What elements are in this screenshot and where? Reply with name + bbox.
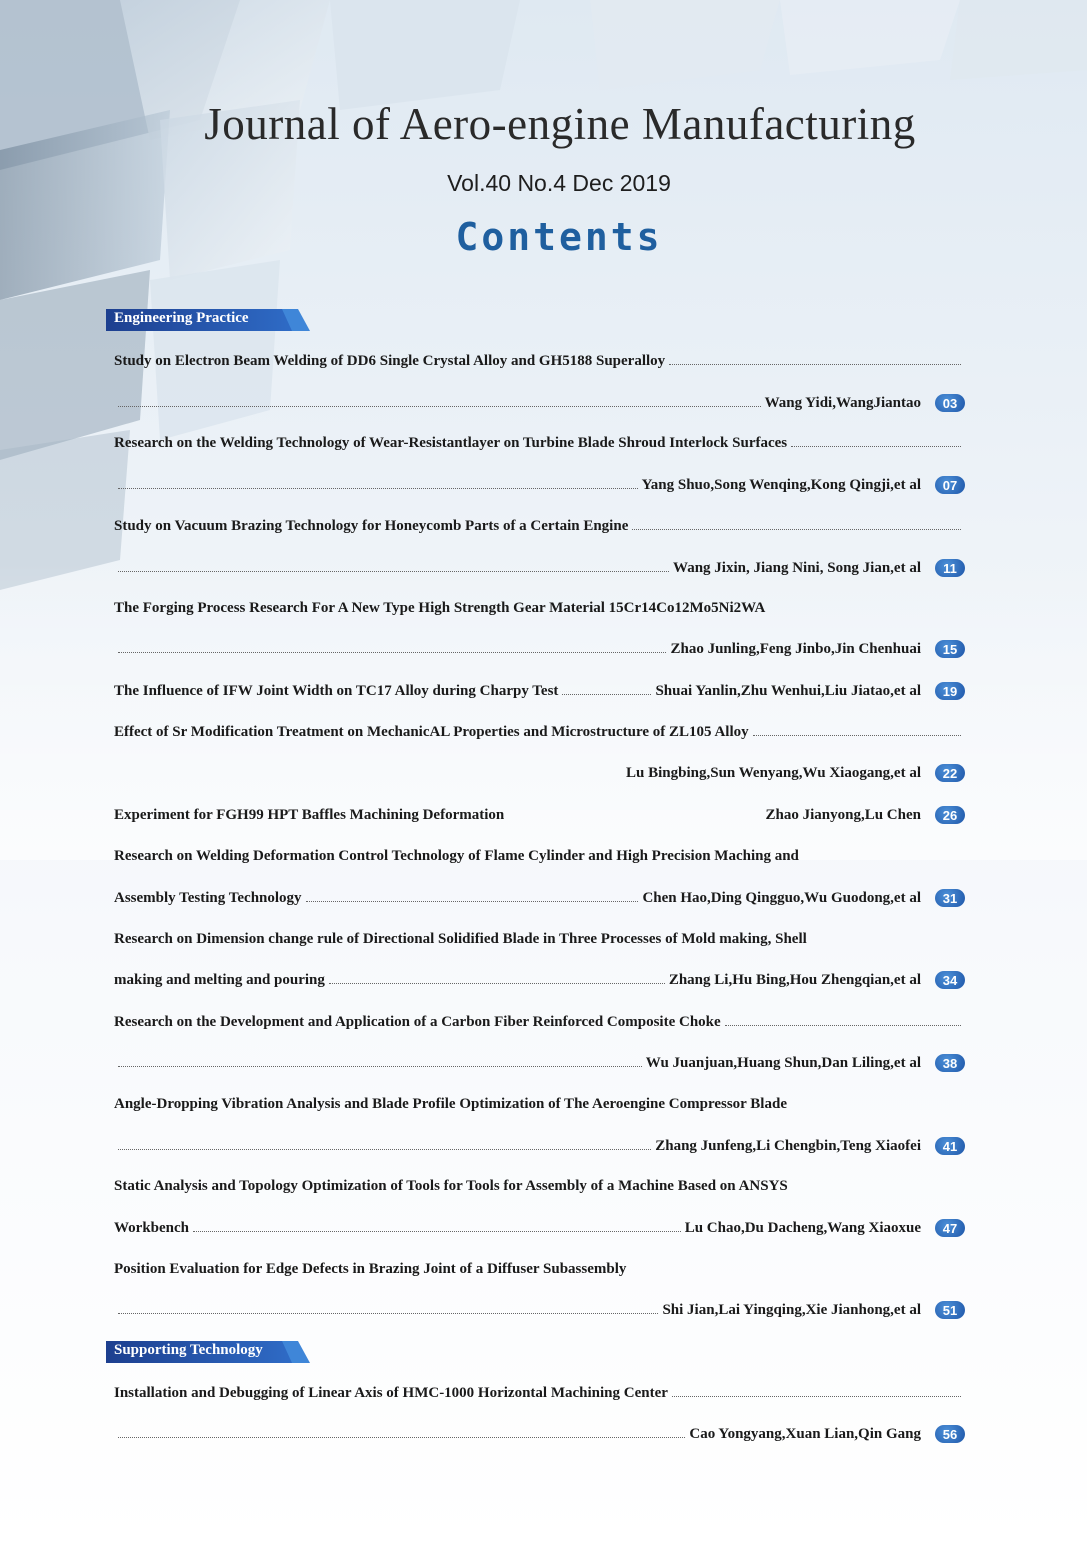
toc-author-line[interactable] bbox=[114, 1052, 965, 1072]
toc-author-line[interactable] bbox=[114, 474, 965, 494]
article-title: Research on the Development and Application of a Carbon Fiber Reinforced Composite Choke bbox=[114, 1014, 721, 1030]
article-title: Angle-Dropping Vibration Analysis and Blade Profile Optimization of The Aeroengine Compressor Blade bbox=[114, 1096, 787, 1112]
toc-title-line[interactable] bbox=[114, 1093, 965, 1113]
leader-dots bbox=[753, 734, 961, 736]
issue-info: Vol.40 No.4 Dec 2019 bbox=[447, 170, 671, 196]
section-tag-engineering-practice bbox=[106, 309, 311, 331]
article-authors: Wang Jixin, Jiang Nini, Song Jian,et al bbox=[673, 560, 921, 576]
toc-author-line[interactable] bbox=[114, 1135, 965, 1155]
article-title: Research on the Welding Technology of Wear-Resistantlayer on Turbine Blade Shroud Interlock Surfaces bbox=[114, 435, 788, 451]
article-title: Experiment for FGH99 HPT Baffles Machining Deformation bbox=[114, 807, 505, 823]
article-title: Research on Welding Deformation Control Technology of Flame Cylinder and High Precision Maching and bbox=[114, 848, 799, 864]
leader-dots bbox=[672, 1395, 961, 1397]
leader-dots bbox=[791, 445, 961, 447]
toc-author-line[interactable] bbox=[114, 1423, 965, 1443]
article-title: Study on Vacuum Brazing Technology for Honeycomb Parts of a Certain Engine bbox=[114, 518, 629, 534]
contents-heading: Contents bbox=[455, 215, 663, 259]
article-authors: Chen Hao,Ding Qingguo,Wu Guodong,et al bbox=[642, 890, 921, 906]
leader-dots bbox=[669, 363, 961, 365]
article-authors: Wang Yidi,WangJiantao bbox=[764, 395, 921, 411]
leader-dots bbox=[118, 570, 669, 572]
article-authors: Wu Juanjuan,Huang Shun,Dan Liling,et al bbox=[645, 1055, 921, 1071]
toc-title-line[interactable] bbox=[114, 1258, 965, 1278]
toc-entry-line[interactable] bbox=[114, 969, 965, 989]
toc-author-line[interactable] bbox=[114, 762, 965, 782]
page-number-badge[interactable]: 31 bbox=[935, 889, 965, 907]
toc-title-line[interactable] bbox=[114, 597, 965, 617]
leader-dots bbox=[118, 1436, 685, 1438]
journal-title: Journal of Aero-engine Manufacturing bbox=[204, 99, 916, 149]
leader-dots bbox=[118, 405, 761, 407]
toc-author-line[interactable] bbox=[114, 638, 965, 658]
leader-dots bbox=[118, 1312, 658, 1314]
leader-dots bbox=[118, 1065, 642, 1067]
section-tag-supporting-technology bbox=[106, 1341, 311, 1363]
toc-entry-line[interactable] bbox=[114, 1217, 965, 1237]
leader-dots bbox=[562, 693, 651, 695]
section-title: Engineering Practice bbox=[114, 310, 249, 326]
toc-entry-line[interactable] bbox=[114, 887, 965, 907]
article-title: The Forging Process Research For A New Type High Strength Gear Material 15Cr14Co12Mo5Ni2WA bbox=[114, 600, 766, 616]
toc-author-line[interactable] bbox=[114, 392, 965, 412]
leader-dots bbox=[725, 1024, 961, 1026]
toc-entry-line[interactable] bbox=[114, 804, 965, 824]
toc-title-line[interactable] bbox=[114, 350, 965, 370]
leader-dots bbox=[118, 487, 638, 489]
article-title: The Influence of IFW Joint Width on TC17 Alloy during Charpy Test bbox=[114, 683, 559, 699]
leader-dots bbox=[329, 982, 665, 984]
toc-title-line[interactable] bbox=[114, 845, 965, 865]
page-number-badge[interactable]: 47 bbox=[935, 1219, 965, 1237]
article-authors: Yang Shuo,Song Wenqing,Kong Qingji,et al bbox=[641, 477, 921, 493]
article-authors: Cao Yongyang,Xuan Lian,Qin Gang bbox=[689, 1426, 921, 1442]
toc-entry-line[interactable] bbox=[114, 680, 965, 700]
page-number-badge[interactable]: 51 bbox=[935, 1301, 965, 1319]
toc-title-line[interactable] bbox=[114, 1011, 965, 1031]
page-number-badge[interactable]: 03 bbox=[935, 394, 965, 412]
page-number-badge[interactable]: 34 bbox=[935, 971, 965, 989]
toc-title-line[interactable] bbox=[114, 1382, 965, 1402]
article-title: Effect of Sr Modification Treatment on MechanicAL Properties and Microstructure of ZL105 Alloy bbox=[114, 724, 749, 740]
article-authors: Lu Bingbing,Sun Wenyang,Wu Xiaogang,et al bbox=[626, 765, 921, 781]
leader-dots bbox=[632, 528, 961, 530]
toc-title-line[interactable] bbox=[114, 432, 965, 452]
toc-title-line[interactable] bbox=[114, 1175, 965, 1195]
page-number-badge[interactable]: 11 bbox=[935, 559, 965, 577]
article-title-continued: Workbench bbox=[114, 1220, 190, 1236]
article-title: Static Analysis and Topology Optimization of Tools for Tools for Assembly of a Machine Based on ANSYS bbox=[114, 1178, 788, 1194]
article-authors: Zhang Junfeng,Li Chengbin,Teng Xiaofei bbox=[655, 1138, 921, 1154]
section-title: Supporting Technology bbox=[114, 1342, 263, 1358]
page-number-badge[interactable]: 26 bbox=[935, 806, 965, 824]
toc-title-line[interactable] bbox=[114, 515, 965, 535]
article-title: Research on Dimension change rule of Directional Solidified Blade in Three Processes of Mold making, Shell bbox=[114, 931, 807, 947]
leader-dots bbox=[306, 900, 639, 902]
page-number-badge[interactable]: 19 bbox=[935, 682, 965, 700]
article-authors: Shuai Yanlin,Zhu Wenhui,Liu Jiatao,et al bbox=[655, 683, 921, 699]
article-title-continued: Assembly Testing Technology bbox=[114, 890, 302, 906]
page-number-badge[interactable]: 38 bbox=[935, 1054, 965, 1072]
article-title-continued: making and melting and pouring bbox=[114, 972, 325, 988]
article-authors: Lu Chao,Du Dacheng,Wang Xiaoxue bbox=[684, 1220, 921, 1236]
page-number-badge[interactable]: 41 bbox=[935, 1137, 965, 1155]
page-number-badge[interactable]: 15 bbox=[935, 640, 965, 658]
toc-author-line[interactable] bbox=[114, 1299, 965, 1319]
toc-author-line[interactable] bbox=[114, 557, 965, 577]
page-number-badge[interactable]: 22 bbox=[935, 764, 965, 782]
page-number-badge[interactable]: 07 bbox=[935, 476, 965, 494]
article-authors: Shi Jian,Lai Yingqing,Xie Jianhong,et al bbox=[662, 1302, 921, 1318]
leader-dots bbox=[118, 1148, 651, 1150]
leader-dots bbox=[193, 1230, 681, 1232]
toc-title-line[interactable] bbox=[114, 928, 965, 948]
page-number-badge[interactable]: 56 bbox=[935, 1425, 965, 1443]
article-authors: Zhao Junling,Feng Jinbo,Jin Chenhuai bbox=[670, 641, 921, 657]
toc-title-line[interactable] bbox=[114, 721, 965, 741]
article-authors: Zhao Jianyong,Lu Chen bbox=[765, 807, 921, 823]
article-title: Installation and Debugging of Linear Axis of HMC-1000 Horizontal Machining Center bbox=[114, 1385, 668, 1401]
article-authors: Zhang Li,Hu Bing,Hou Zhengqian,et al bbox=[668, 972, 921, 988]
article-title: Study on Electron Beam Welding of DD6 Single Crystal Alloy and GH5188 Superalloy bbox=[114, 353, 666, 369]
article-title: Position Evaluation for Edge Defects in Brazing Joint of a Diffuser Subassembly bbox=[114, 1261, 627, 1277]
leader-dots bbox=[118, 651, 666, 653]
